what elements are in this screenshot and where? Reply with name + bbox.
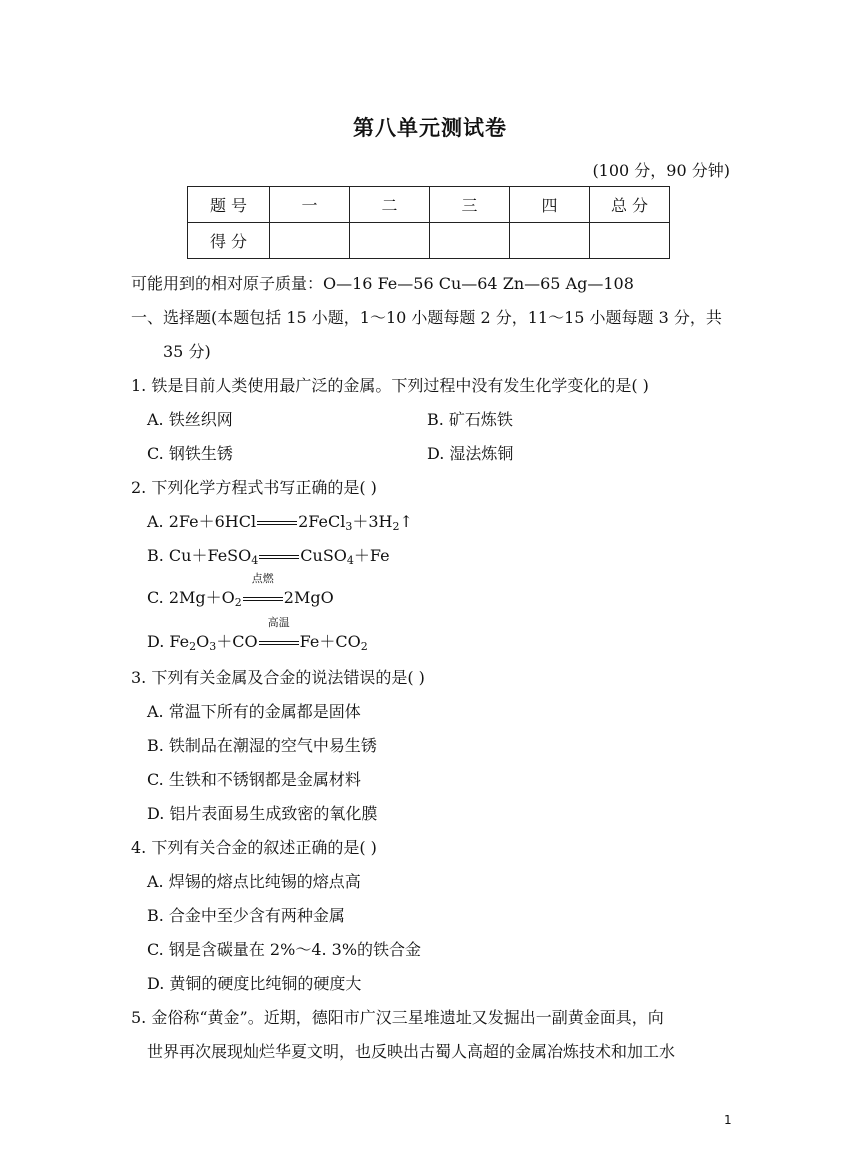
table-header-cell: 二 bbox=[350, 187, 430, 223]
question-2-option-d[interactable] bbox=[147, 616, 368, 653]
question-4-stem: 4. 下列有关合金的叙述正确的是( ) bbox=[131, 838, 377, 857]
equation-text: ＋3H bbox=[352, 512, 393, 531]
subscript: 2 bbox=[392, 520, 400, 533]
reaction-condition bbox=[258, 616, 300, 651]
equation-text: CuSO bbox=[300, 546, 347, 565]
reaction-condition bbox=[242, 572, 284, 607]
subscript: 2 bbox=[360, 640, 368, 653]
section-heading: 一、选择题(本题包括 15 小题，1～10 小题每题 2 分，11～15 小题每题 3 分，共 bbox=[131, 308, 722, 327]
equation-text: B. Cu＋FeSO bbox=[147, 546, 252, 565]
question-2-stem: 2. 下列化学方程式书写正确的是( ) bbox=[131, 478, 377, 497]
question-4-option-c[interactable]: C. 钢是含碳量在 2%～4. 3%的铁合金 bbox=[147, 940, 422, 959]
subscript: 4 bbox=[346, 554, 354, 567]
section-heading-cont: 35 分) bbox=[163, 342, 211, 361]
equals-sign bbox=[243, 597, 283, 601]
question-5-stem: 5. 金俗称“黄金”。近期，德阳市广汉三星堆遗址又发掘出一副黄金面具，向 bbox=[131, 1008, 664, 1027]
equation-text: A. 2Fe＋6HCl bbox=[147, 512, 257, 531]
question-1-option-c[interactable]: C. 钢铁生锈 bbox=[147, 444, 233, 463]
table-header-cell: 题 号 bbox=[188, 187, 270, 223]
equation-text: 2FeCl bbox=[298, 512, 346, 531]
equation-text: ＋Fe bbox=[353, 546, 390, 565]
equation-text: C. 2Mg＋O bbox=[147, 588, 235, 607]
question-4-option-d[interactable]: D. 黄铜的硬度比纯铜的硬度大 bbox=[147, 974, 362, 993]
atomic-mass-note: 可能用到的相对原子质量：O—16 Fe—56 Cu—64 Zn—65 Ag—108 bbox=[131, 274, 634, 293]
score-cell[interactable] bbox=[510, 223, 590, 259]
question-3-stem: 3. 下列有关金属及合金的说法错误的是( ) bbox=[131, 668, 425, 687]
score-cell[interactable] bbox=[350, 223, 430, 259]
question-3-option-d[interactable]: D. 铝片表面易生成致密的氧化膜 bbox=[147, 804, 378, 823]
equation-text: O bbox=[196, 632, 210, 651]
question-3-option-c[interactable]: C. 生铁和不锈钢都是金属材料 bbox=[147, 770, 361, 789]
table-header-cell: 三 bbox=[430, 187, 510, 223]
table-row-label: 得 分 bbox=[188, 223, 270, 259]
question-3-option-a[interactable]: A. 常温下所有的金属都是固体 bbox=[147, 702, 361, 721]
time-note: (100 分，90 分钟) bbox=[592, 161, 730, 180]
table-header-cell: 总 分 bbox=[590, 187, 670, 223]
score-cell[interactable] bbox=[270, 223, 350, 259]
table-row bbox=[188, 223, 670, 259]
subscript: 3 bbox=[345, 520, 353, 533]
subscript: 2 bbox=[189, 640, 197, 653]
question-5-stem-cont: 世界再次展现灿烂华夏文明，也反映出古蜀人高超的金属冶炼技术和加工水 bbox=[147, 1042, 676, 1061]
subscript: 2 bbox=[234, 596, 242, 609]
page-title: 第八单元测试卷 bbox=[353, 116, 507, 140]
gas-arrow: ↑ bbox=[399, 512, 413, 531]
question-1-option-a[interactable]: A. 铁丝织网 bbox=[147, 410, 233, 429]
equation-text: 2MgO bbox=[283, 588, 334, 607]
equation-text: Fe＋CO bbox=[299, 632, 361, 651]
equals-sign bbox=[259, 641, 299, 645]
question-4-option-b[interactable]: B. 合金中至少含有两种金属 bbox=[147, 906, 345, 925]
equation-text: ＋CO bbox=[216, 632, 258, 651]
equals-sign bbox=[259, 555, 299, 559]
score-table bbox=[187, 186, 670, 259]
table-row bbox=[188, 187, 670, 223]
subscript: 3 bbox=[209, 640, 217, 653]
table-header-cell: 四 bbox=[510, 187, 590, 223]
page-number: 1 bbox=[724, 1113, 732, 1127]
score-cell[interactable] bbox=[430, 223, 510, 259]
condition-label: 高温 bbox=[267, 616, 290, 629]
equals-sign bbox=[257, 521, 297, 525]
question-2-option-c[interactable] bbox=[147, 572, 334, 609]
condition-label: 点燃 bbox=[251, 572, 274, 585]
question-4-option-a[interactable]: A. 焊锡的熔点比纯锡的熔点高 bbox=[147, 872, 361, 891]
score-cell[interactable] bbox=[590, 223, 670, 259]
table-header-cell: 一 bbox=[270, 187, 350, 223]
question-2-option-a[interactable] bbox=[147, 509, 413, 533]
question-2-option-b[interactable] bbox=[147, 543, 390, 567]
question-1-option-d[interactable]: D. 湿法炼铜 bbox=[427, 444, 514, 463]
question-1-option-b[interactable]: B. 矿石炼铁 bbox=[427, 410, 513, 429]
question-1-stem: 1. 铁是目前人类使用最广泛的金属。下列过程中没有发生化学变化的是( ) bbox=[131, 376, 649, 395]
subscript: 4 bbox=[251, 554, 259, 567]
question-3-option-b[interactable]: B. 铁制品在潮湿的空气中易生锈 bbox=[147, 736, 377, 755]
equation-text: D. Fe bbox=[147, 632, 190, 651]
